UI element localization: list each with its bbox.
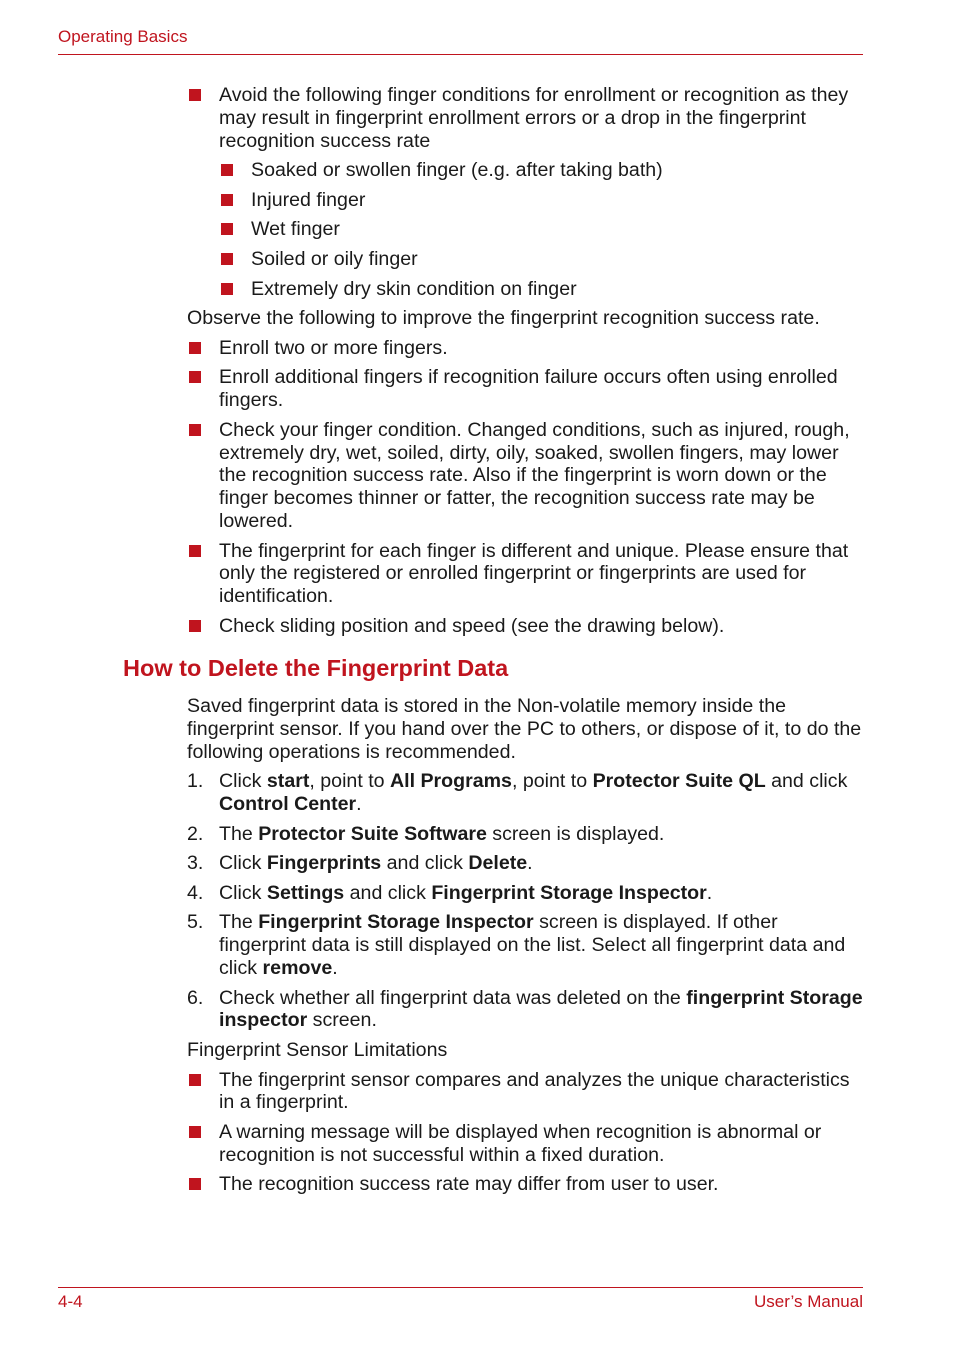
step-text: screen is displayed. xyxy=(486,822,665,845)
square-bullet-icon xyxy=(221,253,233,265)
list-item xyxy=(219,278,867,301)
limitation-text: The recognition success rate may differ from user to user. xyxy=(219,1173,719,1196)
square-bullet-icon xyxy=(189,1126,201,1138)
square-bullet-icon xyxy=(221,283,233,295)
list-item xyxy=(219,248,867,271)
step-bold-text: Control Center xyxy=(219,792,357,815)
list-item xyxy=(219,159,867,182)
step-bold-text: All Programs xyxy=(390,770,512,793)
step-text: . xyxy=(356,792,362,815)
step-text: Check whether all fingerprint data was deleted on the xyxy=(219,986,687,1009)
footer-rule xyxy=(58,1287,863,1288)
condition-text: Wet finger xyxy=(251,218,340,241)
step-bold-text: Delete xyxy=(468,852,528,875)
tip-text: Check sliding position and speed (see the drawing below). xyxy=(219,614,725,637)
square-bullet-icon xyxy=(189,424,201,436)
step-text: , point to xyxy=(309,770,390,793)
step-bold-text: Protector Suite QL xyxy=(592,770,766,793)
square-bullet-icon xyxy=(221,194,233,206)
list-item xyxy=(187,540,867,608)
step-bold-text: start xyxy=(266,770,310,793)
step-number: 1. xyxy=(187,770,204,793)
square-bullet-icon xyxy=(189,1074,201,1086)
list-item xyxy=(187,337,867,360)
list-item xyxy=(187,1121,867,1167)
step-bold-text: Settings xyxy=(266,881,345,904)
main-content xyxy=(187,84,867,644)
step-bold-text: remove xyxy=(262,956,333,979)
running-header: Operating Basics xyxy=(58,27,188,46)
step-text: Click xyxy=(219,770,267,793)
step-text: The xyxy=(219,822,259,845)
square-bullet-icon xyxy=(221,164,233,176)
limitations-title: Fingerprint Sensor Limitations xyxy=(187,1038,448,1061)
condition-text: Injured finger xyxy=(251,188,366,211)
step-number: 5. xyxy=(187,911,204,934)
condition-text: Soiled or oily finger xyxy=(251,247,418,270)
page-number: 4-4 xyxy=(58,1292,83,1311)
list-item xyxy=(187,366,867,412)
step-bold-text: Fingerprint Storage Inspector xyxy=(431,881,707,904)
step-text: The xyxy=(219,911,259,934)
square-bullet-icon xyxy=(189,620,201,632)
step-item xyxy=(187,882,867,905)
section-content xyxy=(187,695,867,1203)
square-bullet-icon xyxy=(189,89,201,101)
section-intro: Saved fingerprint data is stored in the Non-volatile memory inside the fingerprint sensor. If you hand over the PC to others, or dispose of it, to do the following operations is recommended. xyxy=(187,695,862,763)
limitation-text: The fingerprint sensor compares and analyzes the unique characteristics in a fingerprint. xyxy=(219,1068,850,1114)
step-text: and click xyxy=(381,852,469,875)
observe-paragraph: Observe the following to improve the fingerprint recognition success rate. xyxy=(187,307,820,330)
step-text: Click xyxy=(219,852,267,875)
step-text: screen. xyxy=(307,1009,377,1032)
step-text: . xyxy=(332,956,338,979)
list-item xyxy=(187,1173,867,1196)
step-item xyxy=(187,852,867,875)
step-text: . xyxy=(527,852,533,875)
step-item xyxy=(187,823,867,846)
tip-text: The fingerprint for each finger is different and unique. Please ensure that only the registered or enrolled fingerprint or fingerprints are used for identification. xyxy=(219,539,849,608)
square-bullet-icon xyxy=(189,342,201,354)
square-bullet-icon xyxy=(189,1178,201,1190)
step-bold-text: Fingerprints xyxy=(266,852,382,875)
list-item xyxy=(219,218,867,241)
step-text: . xyxy=(706,881,713,904)
tip-text: Enroll additional fingers if recognition failure occurs often using enrolled fingers. xyxy=(219,366,838,412)
list-item xyxy=(187,1069,867,1115)
step-bold-text: fingerprint Storage inspector xyxy=(219,986,863,1032)
list-item xyxy=(219,189,867,212)
step-bold-text: Fingerprint Storage Inspector xyxy=(258,911,534,934)
tip-text: Enroll two or more fingers. xyxy=(219,336,448,359)
header-rule xyxy=(58,54,863,55)
square-bullet-icon xyxy=(221,223,233,235)
intro-bullet-text: Avoid the following finger conditions for enrollment or recognition as they may result in fingerprint enrollment errors or a drop in the fingerprint recognition success rate xyxy=(219,84,849,152)
step-text: and click xyxy=(344,881,432,904)
condition-text: Soaked or swollen finger (e.g. after taking bath) xyxy=(251,159,663,182)
step-number: 4. xyxy=(187,881,204,904)
step-text: , point to xyxy=(511,770,593,793)
tip-text: Check your finger condition. Changed conditions, such as injured, rough, extremely dry, wet, soiled, dirty, oily, soaked, swollen fingers, may lower the recognition success rate. Also if the fingerprint is worn down or the finger becomes thinner or fatter, the recognition success rate may be lowered. xyxy=(219,418,850,532)
list-item xyxy=(187,419,867,533)
step-item xyxy=(187,911,867,979)
step-bold-text: Protector Suite Software xyxy=(258,822,487,845)
step-number: 6. xyxy=(187,986,204,1009)
step-text: screen is displayed. If other fingerprint data is still displayed on the list. Select all fingerprint data and click xyxy=(219,911,846,979)
list-item xyxy=(187,84,867,152)
square-bullet-icon xyxy=(189,545,201,557)
step-number: 3. xyxy=(187,852,204,875)
manual-name: User’s Manual xyxy=(754,1292,863,1311)
step-text: Click xyxy=(219,881,267,904)
step-text: and click xyxy=(765,770,848,793)
step-item xyxy=(187,987,867,1033)
step-number: 2. xyxy=(187,822,204,845)
limitation-text: A warning message will be displayed when recognition is abnormal or recognition is not successful within a fixed duration. xyxy=(219,1120,822,1166)
condition-text: Extremely dry skin condition on finger xyxy=(251,277,577,300)
step-item xyxy=(187,770,867,816)
section-heading: How to Delete the Fingerprint Data xyxy=(123,655,509,681)
list-item xyxy=(187,615,867,638)
square-bullet-icon xyxy=(189,371,201,383)
